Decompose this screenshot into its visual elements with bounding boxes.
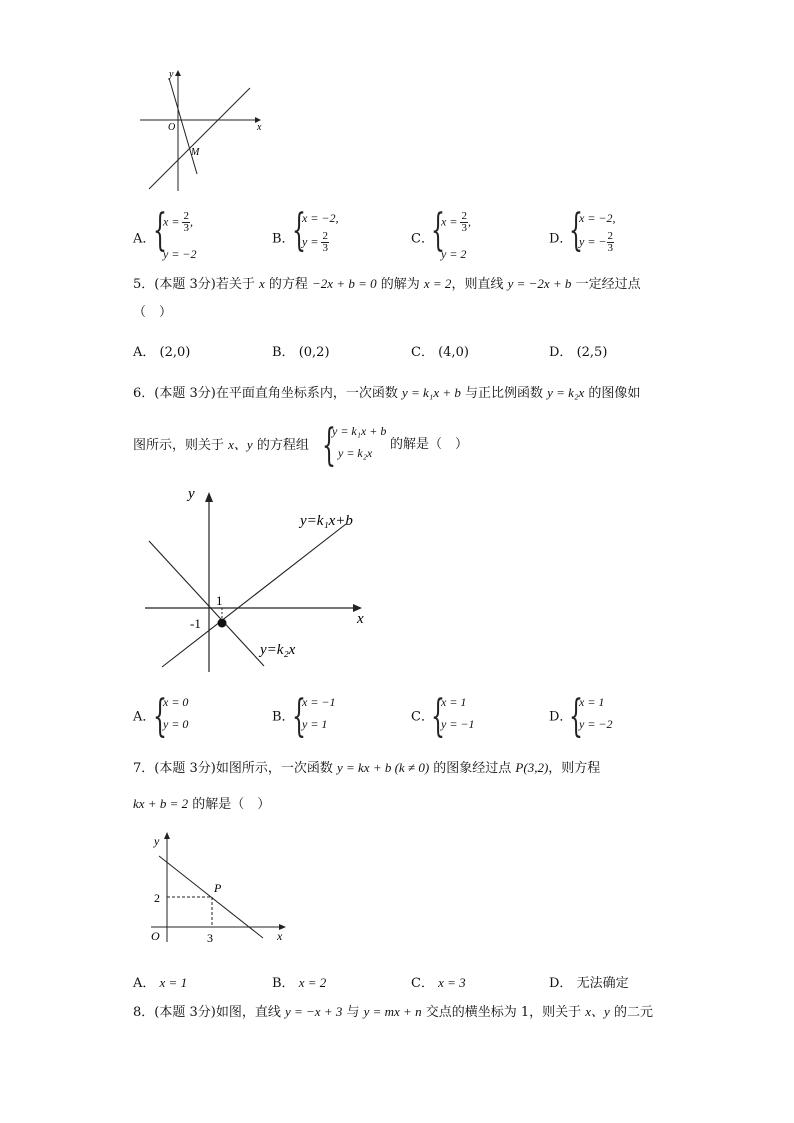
q5-options xyxy=(133,341,753,361)
q5-option-b[interactable]: B． (0,2) xyxy=(272,345,330,360)
q6-option-a[interactable]: A． { x = 0 y = 0 xyxy=(133,691,189,742)
line-k2x xyxy=(149,541,264,666)
origin-label: O xyxy=(168,122,176,133)
q4-option-c[interactable]: C． { x = $\frac{2}{3}$ , y = 2 xyxy=(411,205,471,261)
q4-option-b[interactable]: B． { x = −2, y = $\frac{2}{3}$ xyxy=(272,205,339,256)
y-label: y xyxy=(154,834,160,848)
q4-options xyxy=(133,207,753,267)
y-label: y xyxy=(188,486,195,502)
q7-option-a[interactable]: A． x = 1 xyxy=(133,975,188,991)
q7-stem-line1: 7．(本题 3分)如图所示，一次函数 y = kx + b (k ≠ 0) 的图象经过点 P(3,2)，则方程 xyxy=(133,760,601,776)
x-label: x xyxy=(277,929,283,943)
q7-options xyxy=(133,972,753,992)
brace-icon: { xyxy=(322,420,336,471)
q6-option-b[interactable]: B． { x = −1 y = 1 xyxy=(272,691,336,742)
q7-option-d[interactable]: D． 无法确定 xyxy=(549,976,629,991)
figure-q7-graph xyxy=(145,830,295,950)
q8-stem: 8．(本题 3分)如图，直线 y = −x + 3 与 y = mx + n 交点的横坐标为 1，则关于 x、y 的二元 xyxy=(133,1004,653,1020)
y-axis-arrow xyxy=(205,492,213,502)
q4-option-d[interactable]: D． { x = −2, y = − $\frac{2}{3}$ xyxy=(549,205,616,256)
q4-option-a[interactable]: A． { x = $\frac{2}{3}$ , y = −2 xyxy=(133,205,197,261)
brace-icon: { xyxy=(153,205,167,256)
tick-x-label: 3 xyxy=(207,931,213,945)
q6-equation-system: { y = k₁x + b y = k₂x xyxy=(322,420,387,471)
point-p-label: P xyxy=(214,881,222,895)
q7-stem-line2: kx + b = 2 的解是（ ） xyxy=(133,796,271,812)
brace-icon: { xyxy=(569,691,583,742)
line-ascending xyxy=(149,88,250,189)
intersection-point xyxy=(218,619,227,628)
q5-option-d[interactable]: D． (2,5) xyxy=(549,345,608,360)
q5-answer-paren: （ ） xyxy=(133,305,173,320)
x-label: x xyxy=(357,611,364,627)
y-axis-arrow xyxy=(164,832,170,839)
q6-option-c[interactable]: C． { x = 1 y = −1 xyxy=(411,691,475,742)
q5-option-c[interactable]: C． (4,0) xyxy=(411,345,469,360)
y-axis-arrow xyxy=(175,70,181,76)
tick-y-label: 2 xyxy=(154,891,160,905)
figure-q6-graph xyxy=(140,480,380,680)
q6-stem-line1: 6．(本题 3分)在平面直角坐标系内，一次函数 y = k₁x + b 与正比例函数 y = k₂x 的图像如 xyxy=(133,385,641,401)
figure-q4-graph xyxy=(135,68,265,193)
origin-label: O xyxy=(151,929,160,943)
q6-stem-line2-end: 的解是（ ） xyxy=(390,437,469,452)
brace-icon: { xyxy=(431,205,445,256)
line1-label: y=k₁x+b xyxy=(300,513,353,529)
y-label: y xyxy=(169,69,174,80)
tick-y-label: -1 xyxy=(190,616,201,631)
brace-icon: { xyxy=(292,205,306,256)
q6-stem-line2: 图所示，则关于 x、y 的方程组 xyxy=(133,437,309,453)
brace-icon: { xyxy=(153,691,167,742)
q5-option-a[interactable]: A． (2,0) xyxy=(133,345,191,360)
point-m-label: M xyxy=(191,147,200,158)
brace-icon: { xyxy=(569,205,583,256)
line2-label: y=k₂x xyxy=(260,642,296,658)
brace-icon: { xyxy=(431,691,445,742)
q7-option-c[interactable]: C． x = 3 xyxy=(411,975,466,991)
q6-option-d[interactable]: D． { x = 1 y = −2 xyxy=(549,691,613,742)
line-k1x-b xyxy=(162,524,346,667)
q6-options xyxy=(133,691,753,742)
x-label: x xyxy=(257,122,262,133)
brace-icon: { xyxy=(292,691,306,742)
q5-stem: 5．(本题 3分)若关于 x 的方程 −2x + b = 0 的解为 x = 2，则直线 y = −2x + b 一定经过点 xyxy=(133,276,641,292)
tick-x-label: 1 xyxy=(216,593,223,608)
q7-option-b[interactable]: B． x = 2 xyxy=(272,975,327,991)
